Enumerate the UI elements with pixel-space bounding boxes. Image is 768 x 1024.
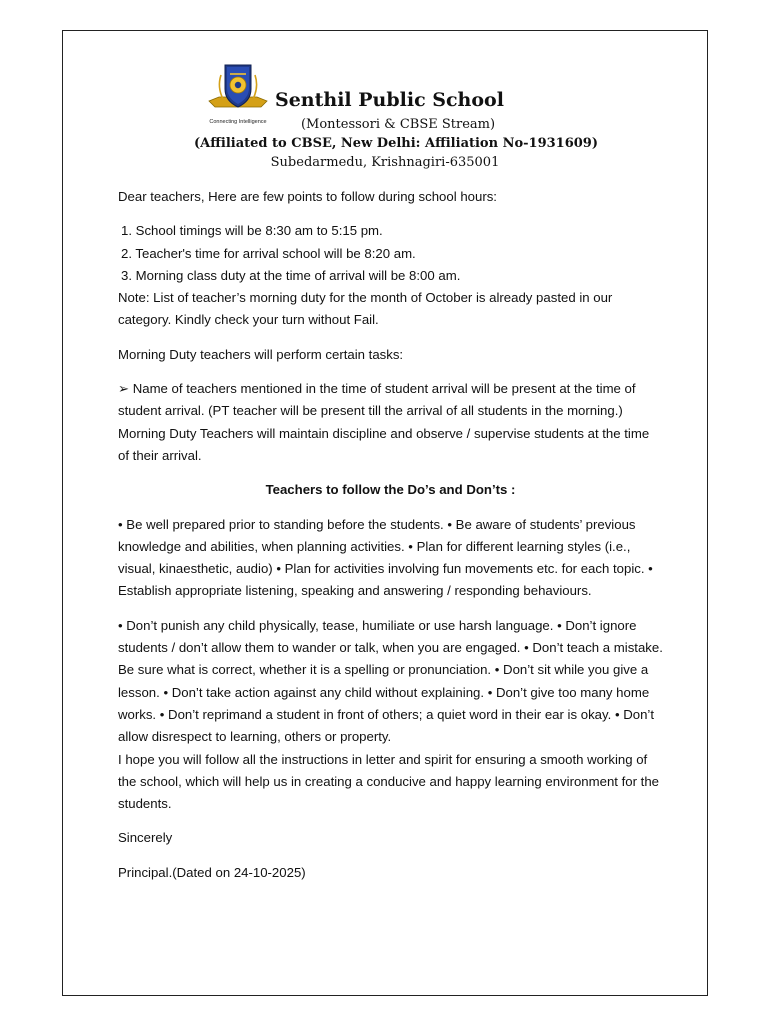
dos-paragraph: • Be well prepared prior to standing before the students. • Be aware of students’ previous knowledge and abilities, when planning activities. • Plan for different learning styles (i.e., visual, kinaesthetic, audio) • Plan for activities involving fun movements etc. for each topic. • Establish appropriate listening, speaking and answering / responding behaviours. (118, 516, 653, 599)
note: Note: List of teacher’s morning duty for the month of October is already pasted in our category. Kindly check your turn without Fail. (118, 290, 613, 328)
donts-paragraph: • Don’t punish any child physically, tease, humiliate or use harsh language. • Don’t ignore students / don’t allow them to wander or talk, when you are engaged. • Don’t teach a mistake. Be sure what is correct, whether it is a spelling or pronunciation. • Don’t sit while you give a lesson. • Don’t take action against any child without explaining. • Don’t give too many home works. • Don’t reprimand a student in front of others; a quiet word in their ear is okay. • Don’t allow disrespect to learning, others or property. (118, 617, 663, 745)
point-3: 3. Morning class duty at the time of arrival will be 8:00 am. (121, 267, 461, 283)
closing-hope: I hope you will follow all the instructions in letter and spirit for ensuring a smooth working of the school, which will help us in creating a conducive and happy learning environment for the students. (118, 751, 660, 812)
point-1: 1. School timings will be 8:30 am to 5:15 pm. (121, 223, 383, 239)
duty-detail: ➢ Name of teachers mentioned in the time of student arrival will be present at the time of student arrival. (PT teacher will be present till the arrival of all students in the morning.) Morning Duty Teachers will maintain discipline and observe / supervise students at the time of their arrival. (118, 381, 650, 463)
school-address: Subedarmedu, Krishnagiri-635001 (270, 155, 500, 170)
duty-intro: Morning Duty teachers will perform certain tasks: (118, 346, 404, 362)
letter-body (118, 186, 663, 884)
greeting: Dear teachers, Here are few points to follow during school hours: (118, 189, 497, 204)
affiliation-line: (Affiliated to CBSE, New Delhi: Affiliation No-1931609) (194, 136, 598, 151)
dos-donts-heading: Teachers to follow the Do’s and Don’ts : (265, 482, 516, 498)
school-stream: (Montessori & CBSE Stream) (300, 117, 496, 132)
sign-off: Sincerely (118, 830, 173, 846)
school-name: Senthil Public School (275, 89, 504, 111)
point-2: 2. Teacher's time for arrival school will be 8:20 am. (121, 245, 416, 261)
signature: Principal.(Dated on 24-10-2025) (118, 864, 306, 880)
logo-tagline: Connecting Intelligence (209, 119, 267, 125)
letter-page (62, 30, 708, 996)
